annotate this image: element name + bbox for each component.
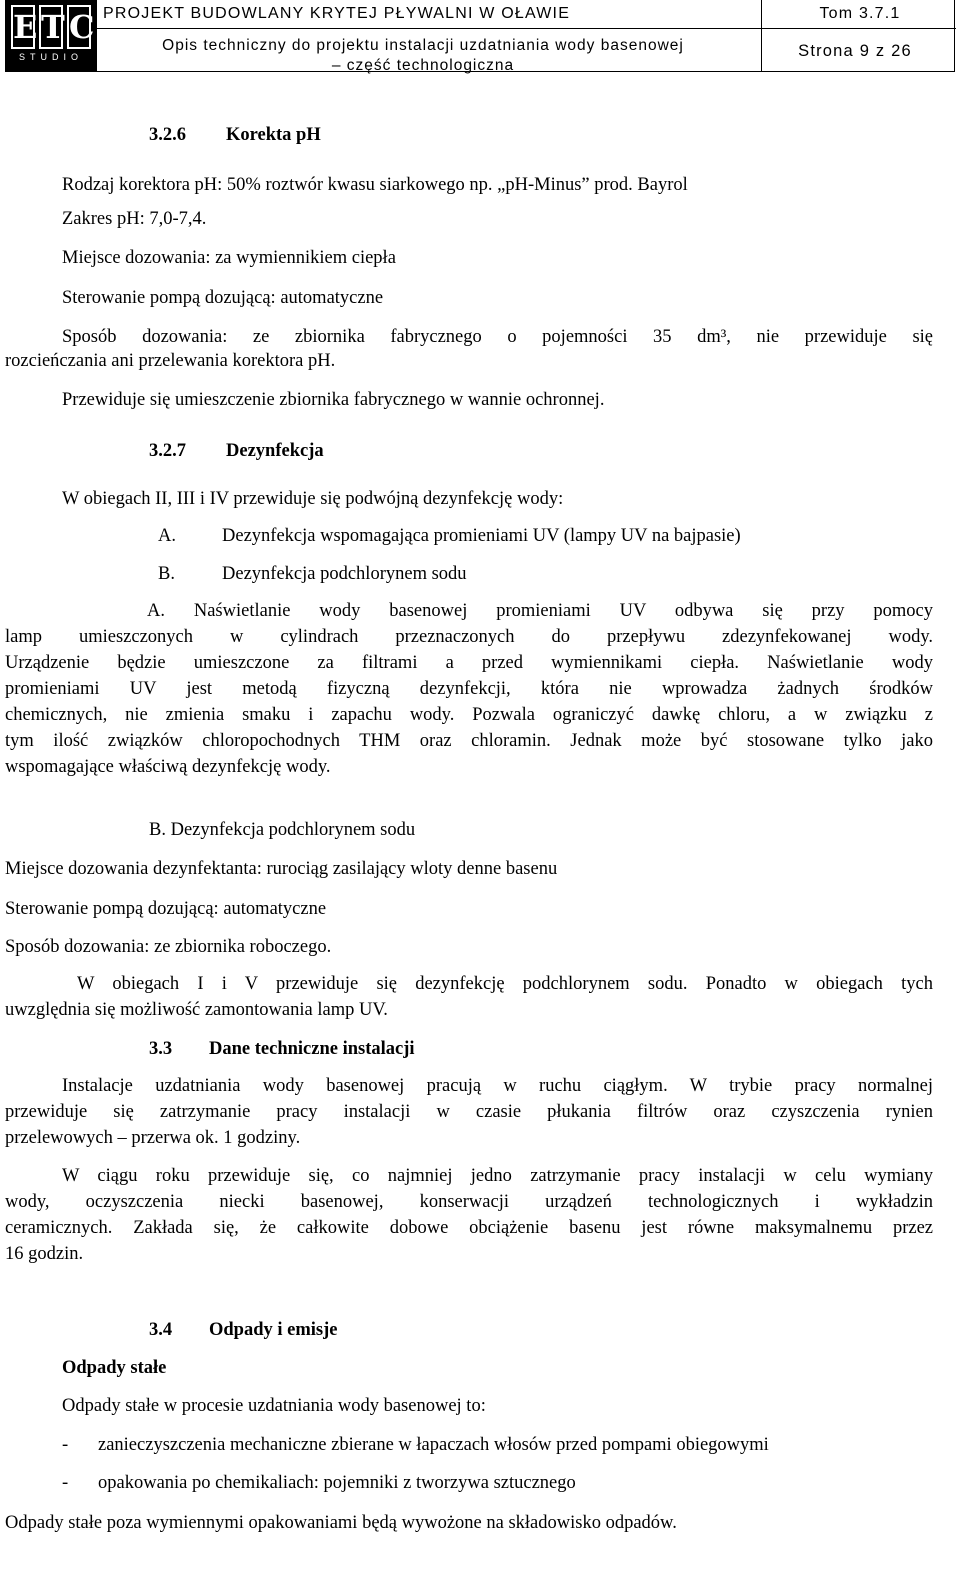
company-logo (6, 0, 97, 71)
page-header (0, 0, 960, 76)
paragraph-line: rozcieńczania ani przelewania korektora pH. (5, 351, 336, 371)
subtitle-line: – część technologiczna (331, 57, 515, 74)
paragraph-line: tym ilość związków chloropochodnych THM oraz chloramin. Jednak może być stosowane tylko jako (5, 731, 933, 751)
paragraph-line: Urządzenie będzie umieszczone za filtrami a przed wymiennikami ciepła. Naświetlanie wody (5, 653, 933, 673)
section-number: 3.2.7 (149, 441, 186, 461)
section-heading: Odpady i emisje (209, 1320, 338, 1340)
list-marker: B. (158, 564, 175, 584)
logo-letter-e: E (11, 5, 35, 49)
paragraph-line: Sterowanie pompą dozującą: automatyczne (62, 288, 384, 308)
paragraph-line: uwzględnia się możliwość zamontowania lamp UV. (5, 1000, 388, 1020)
list-marker: - (62, 1473, 69, 1493)
list-item: Dezynfekcja wspomagająca promieniami UV (lampy UV na bajpasie) (222, 526, 741, 546)
paragraph-line: W obiegach II, III i IV przewiduje się podwójną dezynfekcję wody: (62, 489, 564, 509)
logo-mark (10, 5, 95, 49)
subtitle-line: Opis techniczny do projektu instalacji uzdatniania wody basenowej (162, 37, 684, 54)
project-title: PROJEKT BUDOWLANY KRYTEJ PŁYWALNI W OŁAWIE (103, 5, 571, 22)
logo-subtitle: STUDIO (18, 52, 83, 62)
section-heading: Dane techniczne instalacji (209, 1039, 415, 1059)
section-number: 3.2.6 (149, 125, 186, 145)
section-heading: Dezynfekcja (226, 441, 324, 461)
list-marker: - (62, 1435, 69, 1455)
section-number: 3.4 (149, 1320, 173, 1340)
header-divider (96, 28, 956, 29)
paragraph-line: Instalacje uzdatniania wody basenowej pracują w ruchu ciągłym. W trybie pracy normalnej (62, 1076, 933, 1096)
logo-letter-t: T (39, 5, 63, 49)
subsection-title: Odpady stałe (62, 1358, 167, 1378)
paragraph-line: Miejsce dozowania: za wymiennikiem ciepła (62, 248, 396, 268)
paragraph-line: Sposób dozowania: ze zbiornika roboczego. (5, 937, 332, 957)
paragraph-line: Zakres pH: 7,0-7,4. (62, 209, 207, 229)
paragraph-line: ceramicznych. Zakłada się, że całkowite dobowe obciążenie basenu jest równe maksymalnemu przez (5, 1218, 933, 1238)
paragraph-line: W ciągu roku przewiduje się, co najmniej jedno zatrzymanie pracy instalacji w celu wymiany (62, 1166, 933, 1186)
logo-letter-c: C (67, 5, 91, 49)
paragraph-line: W obiegach I i V przewiduje się dezynfekcję podchlorynem sodu. Ponadto w obiegach tych (77, 974, 933, 994)
document-subtitle (103, 36, 743, 76)
paragraph-line: Odpady stałe poza wymiennymi opakowaniami będą wywożone na składowisko odpadów. (5, 1513, 677, 1533)
volume-number: Tom 3.7.1 (819, 5, 901, 22)
paragraph-line: wody, oczyszczenia niecki basenowej, konserwacji urządzeń technologicznych i wykładzin (5, 1192, 933, 1212)
list-item: Dezynfekcja podchlorynem sodu (222, 564, 467, 584)
page-number: Strona 9 z 26 (798, 42, 912, 60)
paragraph-line: przewiduje się zatrzymanie pracy instalacji w czasie płukania filtrów oraz czyszczenia rynien (5, 1102, 933, 1122)
paragraph-line: Przewiduje się umieszczenie zbiornika fabrycznego w wannie ochronnej. (62, 390, 605, 410)
header-divider (96, 0, 97, 71)
list-item: zanieczyszczenia mechaniczne zbierane w łapaczach włosów przed pompami obiegowymi (98, 1435, 769, 1455)
paragraph-line: chemicznych, nie zmienia smaku i zapachu wody. Pozwala ograniczyć dawkę chloru, a w związku z (5, 705, 933, 725)
paragraph-line: wspomagające właściwą dezynfekcję wody. (5, 757, 331, 777)
paragraph-line: A. Naświetlanie wody basenowej promieniami UV odbywa się przy pomocy (147, 601, 933, 621)
paragraph-line: Sterowanie pompą dozującą: automatyczne (5, 899, 327, 919)
paragraph-line: Odpady stałe w procesie uzdatniania wody basenowej to: (62, 1396, 486, 1416)
section-heading: Korekta pH (226, 125, 321, 145)
paragraph-line: Sposób dozowania: ze zbiornika fabrycznego o pojemności 35 dm³, nie przewiduje się (62, 327, 933, 347)
paragraph-line: 16 godzin. (5, 1244, 84, 1264)
list-marker: A. (158, 526, 176, 546)
paragraph-line: Rodzaj korektora pH: 50% roztwór kwasu siarkowego np. „pH-Minus” prod. Bayrol (62, 175, 688, 195)
list-item: opakowania po chemikaliach: pojemniki z tworzywa sztucznego (98, 1473, 576, 1493)
section-number: 3.3 (149, 1039, 173, 1059)
paragraph-line: lamp umieszczonych w cylindrach przeznaczonych do przepływu zdezynfekowanej wody. (5, 627, 933, 647)
subsection-title: B. Dezynfekcja podchlorynem sodu (149, 820, 416, 840)
paragraph-line: promieniami UV jest metodą fizyczną dezynfekcji, która nie wprowadza żadnych środków (5, 679, 933, 699)
paragraph-line: przelewowych – przerwa ok. 1 godziny. (5, 1128, 301, 1148)
paragraph-line: Miejsce dozowania dezynfektanta: rurociąg zasilający wloty denne basenu (5, 859, 558, 879)
